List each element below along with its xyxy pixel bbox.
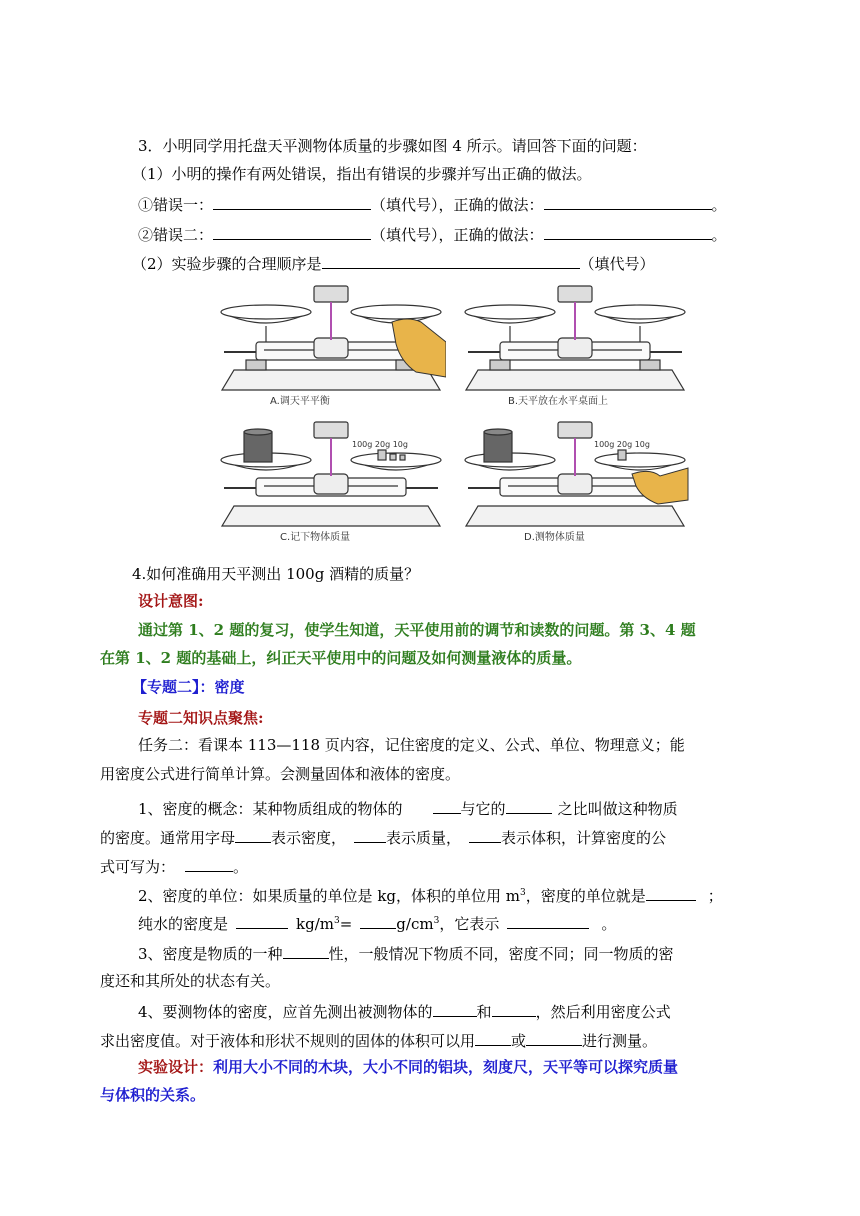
- density-concept-line-3: [100, 856, 248, 877]
- topic-two-heading: 【专题二】：密度: [132, 678, 245, 696]
- q3-part1: （1）小明的操作有两处错误，指出有错误的步骤并写出正确的做法。: [132, 165, 592, 183]
- blank-density-symbol[interactable]: [235, 827, 271, 843]
- text: g/cm: [396, 915, 434, 933]
- q3-part2: [132, 253, 655, 274]
- order-label: （2）实验步骤的合理顺序是: [132, 255, 322, 273]
- balance-illustration: [216, 418, 446, 538]
- q3-title: 3．小明同学用托盘天平测物体质量的步骤如图 4 所示。请回答下面的问题：: [138, 137, 647, 155]
- figure-b-caption: B.天平放在水平桌面上: [508, 396, 609, 407]
- fill-code-text: （填代号），正确的做法：: [371, 226, 544, 244]
- blank-measure-1[interactable]: [433, 1001, 477, 1017]
- design-intent-line-1: 通过第 1、2 题的复习，使学生知道，天平使用前的调节和读数的问题。第 3、4 题: [138, 621, 696, 639]
- text: 之比叫做这种物质: [557, 800, 678, 818]
- blank-tool-2[interactable]: [526, 1030, 582, 1046]
- text: 求出密度值。对于液体和形状不规则的固体的体积可以用: [100, 1032, 476, 1050]
- text: 2、密度的单位：如果质量的单位是 kg，体积的单位用 m: [138, 887, 520, 905]
- experiment-text: 利用大小不同的木块，大小不同的铝块，刻度尺，天平等可以探究质量: [213, 1058, 679, 1076]
- text: 和: [476, 1003, 492, 1021]
- error-one-row: [138, 194, 727, 215]
- blank-measure-2[interactable]: [492, 1001, 536, 1017]
- figure-d-weights: 100g 20g 10g: [594, 440, 650, 449]
- text: 表示体积，计算密度的公: [501, 829, 667, 847]
- text: ，然后利用密度公式: [535, 1003, 671, 1021]
- text: 。: [233, 858, 249, 876]
- error-two-label: ②错误二：: [138, 226, 214, 244]
- text: 3、密度是物质的一种: [138, 945, 283, 963]
- balance-illustration: [460, 282, 690, 402]
- figure-c-weights: 100g 20g 10g: [352, 440, 408, 449]
- figure-d-caption: D.测物体质量: [524, 532, 585, 543]
- figure-a-balance: [216, 282, 446, 407]
- blank-volume[interactable]: [506, 798, 552, 814]
- blank-water-density-kg[interactable]: [236, 913, 288, 929]
- order-blank[interactable]: [322, 253, 580, 269]
- design-intent-label: 设计意图:: [138, 592, 204, 610]
- topic-two-focus: 专题二知识点聚焦:: [138, 709, 264, 727]
- blank-formula[interactable]: [185, 856, 233, 872]
- text: 纯水的密度是: [138, 915, 229, 933]
- q4-text: 4.如何准确用天平测出 100g 酒精的质量？: [132, 565, 420, 583]
- density-concept-line-2: [100, 827, 666, 848]
- figure-c-caption: C.记下物体质量: [280, 532, 351, 543]
- text: 1、密度的概念：某种物质组成的物体的: [138, 800, 403, 818]
- figure-a-caption: A.调天平平衡: [270, 396, 330, 407]
- period: 。: [711, 196, 727, 214]
- text: ，密度的单位就是: [525, 887, 646, 905]
- density-property-line-1: [138, 943, 674, 964]
- blank-meaning[interactable]: [507, 913, 589, 929]
- text: 。: [601, 915, 617, 933]
- text: 或: [511, 1032, 527, 1050]
- text: 的密度。通常用字母: [100, 829, 236, 847]
- blank-mass[interactable]: [433, 798, 461, 814]
- error-one-fix-blank[interactable]: [544, 194, 712, 210]
- superscript: 3: [433, 916, 440, 926]
- text: kg/m: [296, 915, 334, 933]
- figure-d-balance: [460, 418, 690, 543]
- measure-density-line-1: [138, 1001, 671, 1022]
- density-unit-line-2: [138, 913, 616, 934]
- figure-c-balance: [216, 418, 446, 543]
- blank-density-unit[interactable]: [646, 885, 696, 901]
- blank-tool-1[interactable]: [475, 1030, 511, 1046]
- density-concept-line-1: [138, 798, 678, 819]
- experiment-label: 实验设计：: [138, 1058, 214, 1076]
- balance-illustration: [216, 282, 446, 402]
- text: 表示密度，: [271, 829, 347, 847]
- text: 与它的: [460, 800, 506, 818]
- figure-b-balance: [460, 282, 690, 407]
- measure-density-line-2: [100, 1030, 657, 1051]
- error-two-fix-blank[interactable]: [544, 224, 712, 240]
- blank-property[interactable]: [283, 943, 329, 959]
- superscript: 3: [520, 888, 526, 898]
- fill-code-text: （填代号），正确的做法：: [371, 196, 544, 214]
- text: =: [339, 915, 353, 933]
- text: ；: [707, 887, 723, 905]
- order-tail: （填代号）: [579, 255, 655, 273]
- experiment-line-2: 与体积的关系。: [100, 1086, 206, 1104]
- error-one-code-blank[interactable]: [213, 194, 371, 210]
- text: ，它表示: [439, 915, 500, 933]
- experiment-line-1: [138, 1057, 678, 1077]
- text: 式可写为：: [100, 858, 176, 876]
- superscript: 3: [333, 916, 340, 926]
- blank-water-density-g[interactable]: [360, 913, 396, 929]
- density-property-line-2: 度还和其所处的状态有关。: [100, 972, 281, 990]
- text: 进行测量。: [582, 1032, 658, 1050]
- text: 4、要测物体的密度，应首先测出被测物体的: [138, 1003, 433, 1021]
- task-two-line-2: 用密度公式进行简单计算。会测量固体和液体的密度。: [100, 765, 461, 783]
- error-two-code-blank[interactable]: [213, 224, 371, 240]
- text: 表示质量，: [386, 829, 462, 847]
- period: 。: [711, 226, 727, 244]
- error-one-label: ①错误一：: [138, 196, 214, 214]
- task-two-line-1: 任务二：看课本 113—118 页内容，记住密度的定义、公式、单位、物理意义；能: [138, 736, 685, 754]
- design-intent-line-2: 在第 1、2 题的基础上，纠正天平使用中的问题及如何测量液体的质量。: [100, 649, 582, 667]
- density-unit-line-1: [138, 885, 723, 906]
- blank-mass-symbol[interactable]: [354, 827, 386, 843]
- balance-illustration: [460, 418, 690, 538]
- error-two-row: [138, 224, 727, 245]
- text: 性，一般情况下物质不同，密度不同；同一物质的密: [328, 945, 674, 963]
- blank-volume-symbol[interactable]: [469, 827, 501, 843]
